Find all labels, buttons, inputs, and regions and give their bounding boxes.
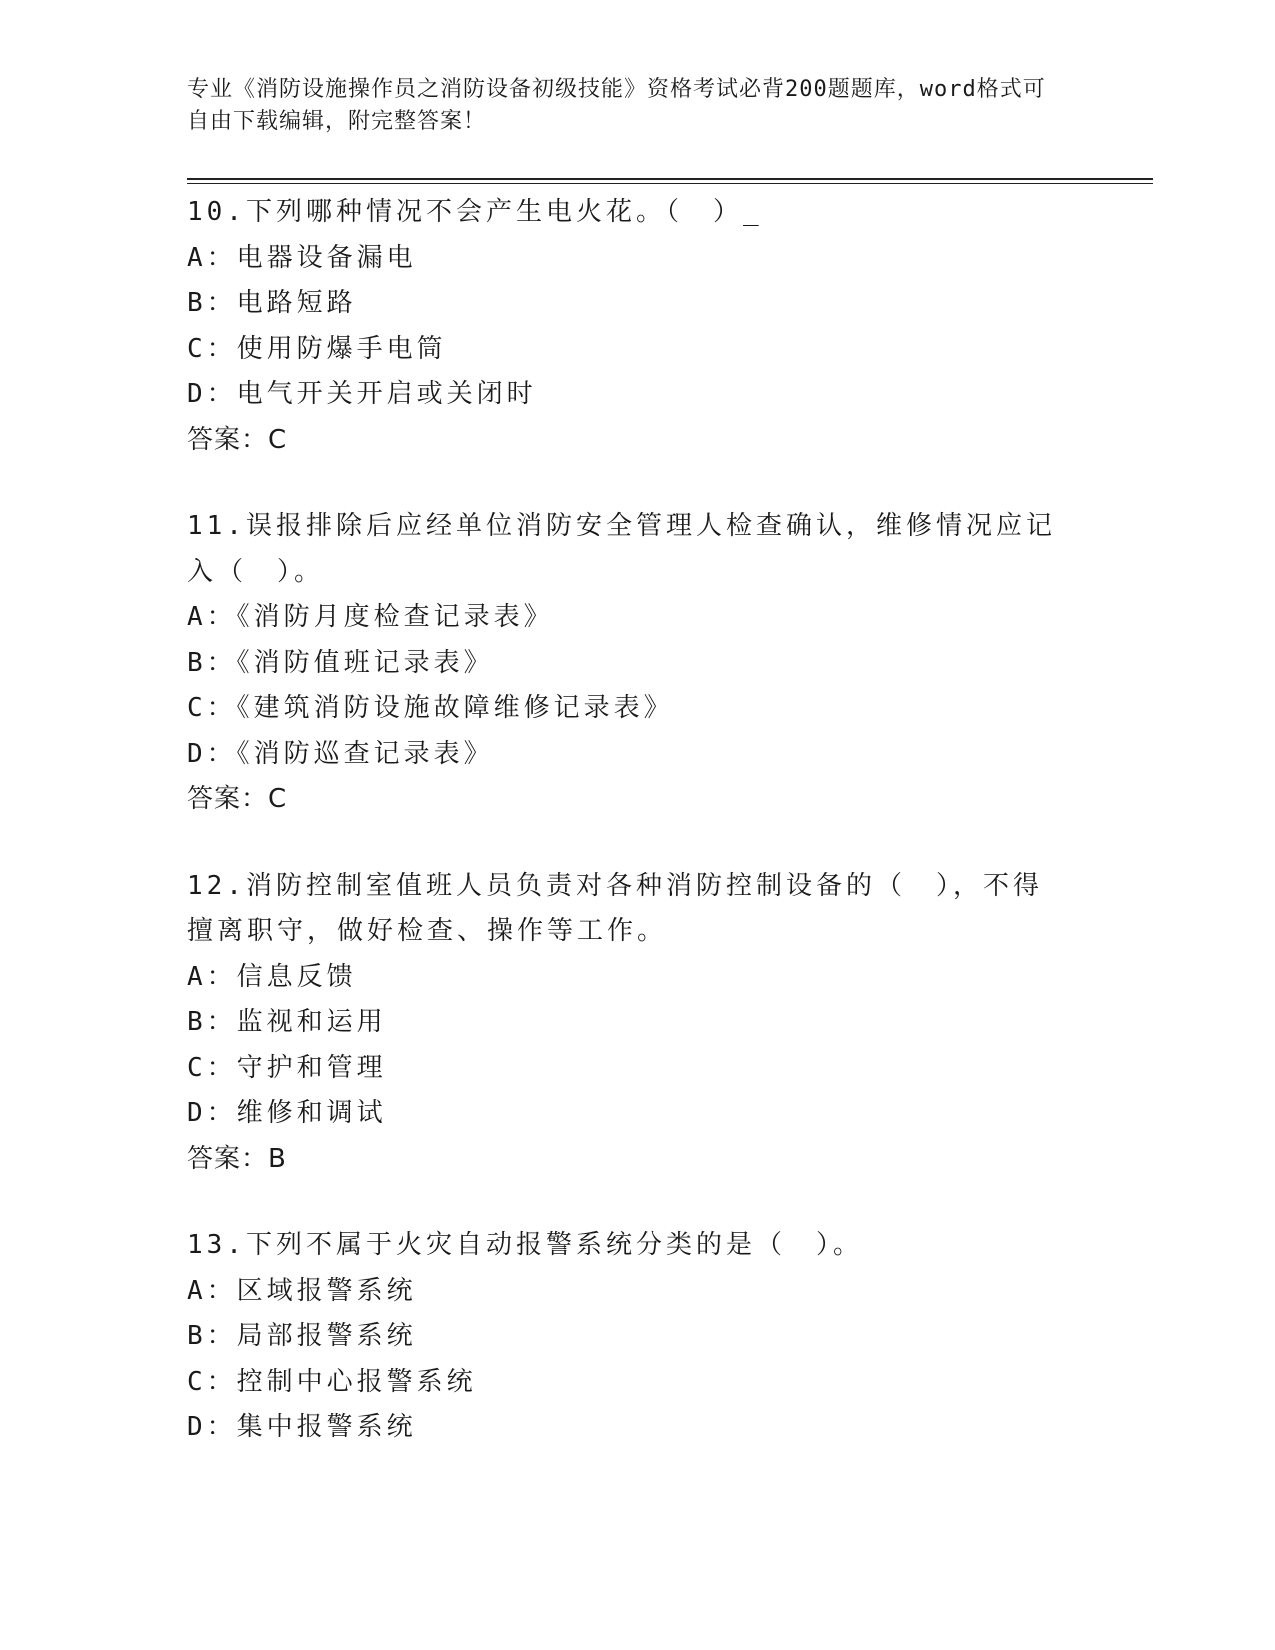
option-c: C：使用防爆手电筒 xyxy=(187,333,447,364)
option-d: D：《消防巡查记录表》 xyxy=(187,738,494,769)
option-c: C：守护和管理 xyxy=(187,1052,387,1083)
option-b: B：《消防值班记录表》 xyxy=(187,647,494,678)
answer-line: 答案：C xyxy=(187,424,288,455)
document-header: 专业《消防设施操作员之消防设备初级技能》资格考试必背200题题库，word格式可自由下载编辑，附完整答案！ xyxy=(187,77,1046,134)
question-list xyxy=(187,190,1087,1492)
option-c: C：控制中心报警系统 xyxy=(187,1366,477,1397)
option-c: C：《建筑消防设施故障维修记录表》 xyxy=(187,693,674,723)
header-rule-thin xyxy=(187,183,1153,184)
option-d: D：集中报警系统 xyxy=(187,1412,417,1442)
answer-line: 答案：B xyxy=(187,1143,287,1174)
question-12 xyxy=(187,864,1087,1183)
question-stem: 13.下列不属于火灾自动报警系统分类的是（ ）。 xyxy=(187,1230,863,1260)
header-rule-thick xyxy=(187,178,1153,180)
question-13 xyxy=(187,1223,1087,1451)
question-11 xyxy=(187,504,1087,823)
question-stem: 11.误报排除后应经单位消防安全管理人检查确认，维修情况应记入（ ）。 xyxy=(187,511,1056,587)
question-10 xyxy=(187,190,1087,463)
option-b: B：局部报警系统 xyxy=(187,1321,417,1351)
option-a: A：《消防月度检查记录表》 xyxy=(187,602,554,632)
option-d: D：维修和调试 xyxy=(187,1098,387,1128)
question-stem: 10.下列哪种情况不会产生电火花。（ ）_ xyxy=(187,197,763,227)
option-b: B：监视和运用 xyxy=(187,1007,387,1037)
option-a: A：区域报警系统 xyxy=(187,1275,417,1306)
option-d: D：电气开关开启或关闭时 xyxy=(187,379,537,409)
option-a: A：电器设备漏电 xyxy=(187,242,417,273)
question-stem: 12.消防控制室值班人员负责对各种消防控制设备的（ ），不得擅离职守，做好检查、操作等工作。 xyxy=(187,870,1043,946)
option-b: B：电路短路 xyxy=(187,288,357,318)
answer-line: 答案：C xyxy=(187,784,288,814)
option-a: A：信息反馈 xyxy=(187,961,357,992)
